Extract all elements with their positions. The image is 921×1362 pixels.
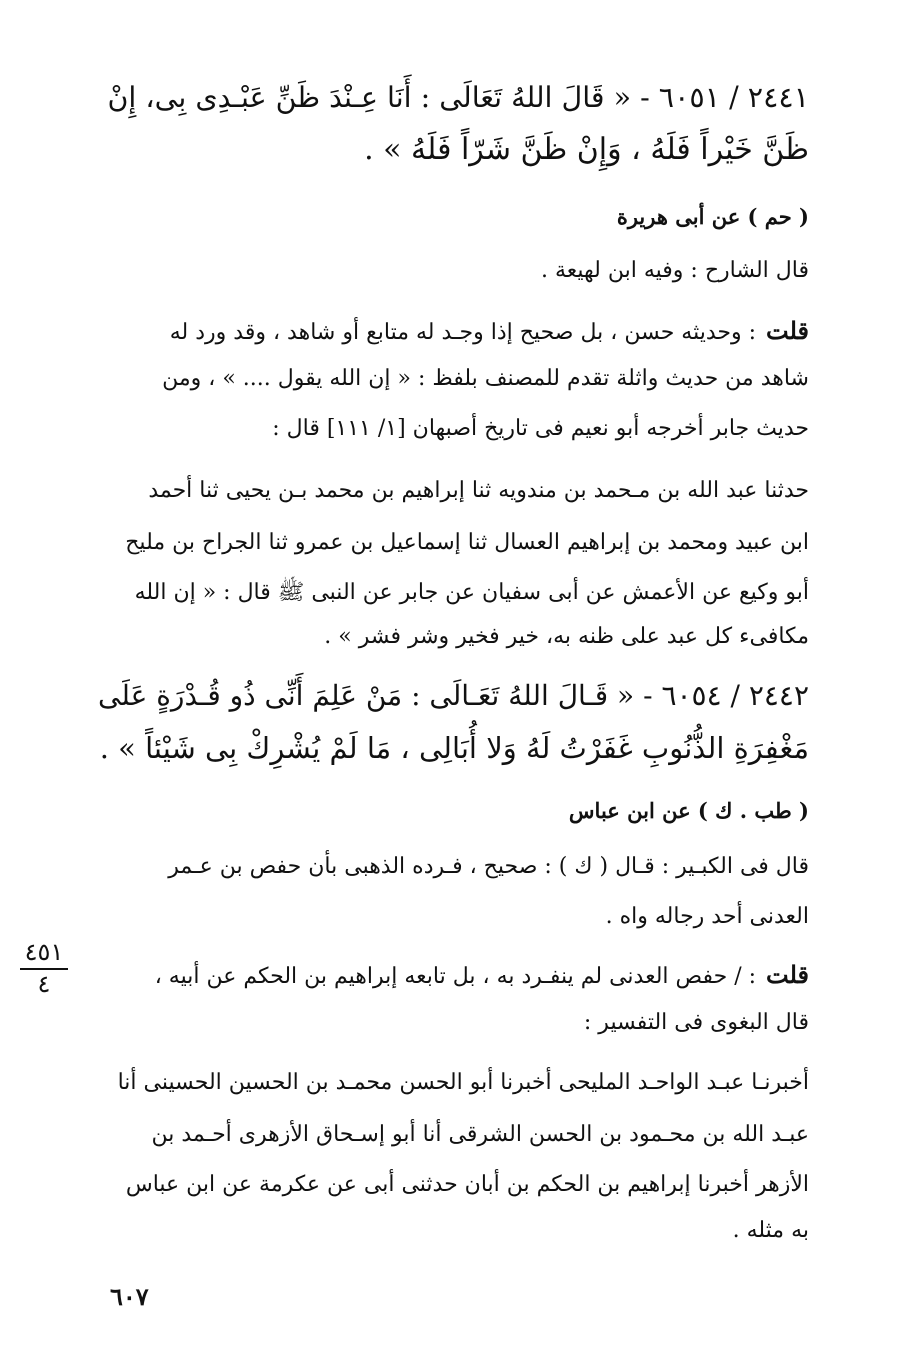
qultu-paragraph-1-line-2: شاهد من حديث واثلة تقدم للمصنف بلفظ : « إن الله يقول .... » ، ومن	[162, 366, 809, 391]
qultu-paragraph-1-line-1	[170, 316, 809, 348]
page-number: ٦٠٧	[110, 1282, 149, 1311]
kabir-comment-line-2: العدنى أحد رجاله واه .	[605, 904, 809, 929]
isnad-1-line-3: أبو وكيع عن الأعمش عن أبى سفيان عن جابر عن النبى ﷺ قال : « إن الله	[134, 580, 809, 605]
hadith-2441-line-1: ٢٤٤١ / ٦٠٥١ - « قَالَ اللهُ تَعَالَى : أَنَا عِـنْدَ ظَنِّ عَبْـدِى بِى، إِنْ	[107, 81, 809, 114]
qultu-label: قلت	[766, 316, 809, 345]
qultu-text: : وحديثه حسن ، بل صحيح إذا وجـد له متابع أو شاهد ، وقد ورد له	[169, 320, 757, 345]
qultu-label: قلت	[766, 960, 809, 989]
kabir-comment-line-1: قال فى الكبـير : قـال ( ك ) : صحيح ، فـرده الذهبى بأن حفص بن عـمر	[168, 854, 809, 879]
hadith-2441-source: ( حم ) عن أبى هريرة	[616, 204, 809, 229]
isnad-1-line-2: ابن عبيد ومحمد بن إبراهيم العسال ثنا إسماعيل بن عمرو ثنا الجراح بن مليح	[125, 530, 809, 555]
isnad-1-line-1: حدثنا عبد الله بن مـحمد بن مندويه ثنا إبراهيم بن محمد بـن يحيى ثنا أحمد	[148, 478, 809, 503]
isnad-1-line-4: مكافىء كل عبد على ظنه به، خير فخير وشر فشر » .	[324, 624, 809, 649]
hadith-2442-source: ( طب . ك ) عن ابن عباس	[568, 798, 809, 823]
qultu-paragraph-2-line-1	[155, 960, 809, 992]
margin-reference-denominator: ٤	[37, 970, 51, 998]
margin-reference-numerator: ٤٥١	[24, 938, 64, 966]
isnad-2-line-4: به مثله .	[732, 1218, 809, 1243]
isnad-2-line-1: أخبرنـا عبـد الواحـد المليحى أخبرنا أبو الحسن محمـد بن الحسين الحسينى أنا	[117, 1070, 809, 1095]
isnad-2-line-3: الأزهر أخبرنا إبراهيم بن الحكم بن أبان حدثنى أبى عن عكرمة عن ابن عباس	[125, 1172, 809, 1197]
qultu-paragraph-2-line-2: قال البغوى فى التفسير :	[583, 1010, 809, 1035]
isnad-2-line-2: عبـد الله بن محـمود بن الحسن الشرقى أنا أبو إسـحاق الأزهرى أحـمد بن	[151, 1122, 809, 1147]
hadith-2442-line-2: مَغْفِرَةِ الذُّنُوبِ غَفَرْتُ لَهُ وَلا أُبَالِى ، مَا لَمْ يُشْرِكْ بِى شَيْئاً » .	[99, 731, 809, 765]
sharih-comment: قال الشارح : وفيه ابن لهيعة .	[541, 258, 809, 283]
qultu-text: : / حفص العدنى لم ينفـرد به ، بل تابعه إبراهيم بن الحكم عن أبيه ،	[154, 964, 757, 989]
hadith-2442-line-1: ٢٤٤٢ / ٦٠٥٤ - « قَـالَ اللهُ تَعَـالَى : مَنْ عَلِمَ أَنِّى ذُو قُـدْرَةٍ عَلَى	[98, 679, 809, 712]
margin-reference	[14, 938, 74, 998]
qultu-paragraph-1-line-3: حديث جابر أخرجه أبو نعيم فى تاريخ أصبهان [١/ ١١١] قال :	[272, 416, 809, 441]
hadith-2441-line-2: ظَنَّ خَيْراً فَلَهُ ، وَإِنْ ظَنَّ شَرّاً فَلَهُ » .	[364, 132, 809, 167]
